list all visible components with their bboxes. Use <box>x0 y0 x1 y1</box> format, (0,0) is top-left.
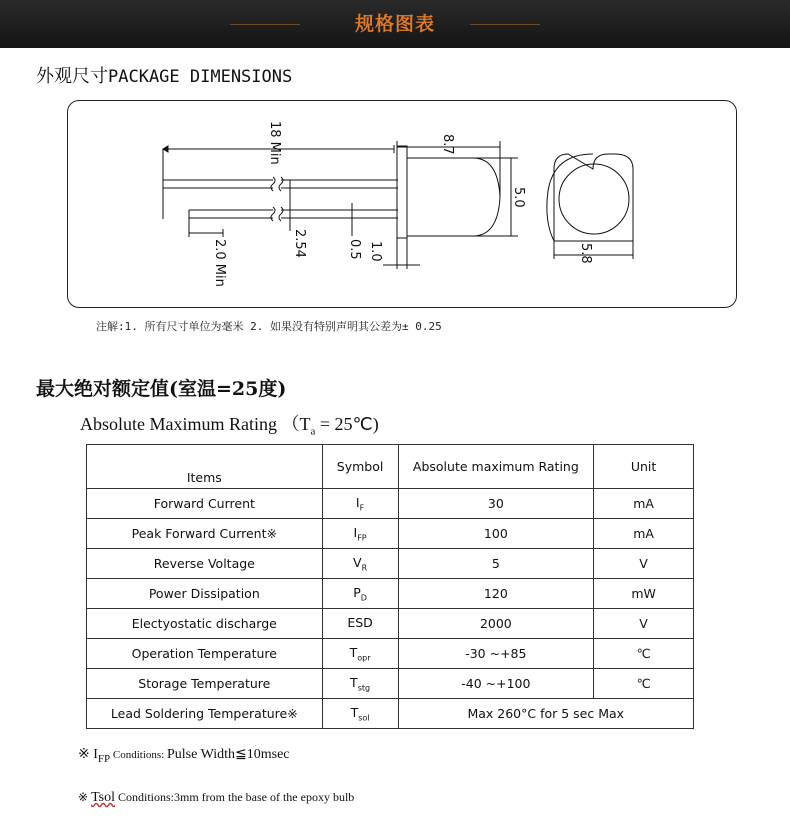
lead-bottom <box>189 210 398 218</box>
dimension-drawing-frame <box>67 100 737 308</box>
row-unit: ℃ <box>594 639 694 669</box>
header-unit: Unit <box>594 445 694 489</box>
header-rating: Absolute maximum Rating <box>398 445 594 489</box>
package-dimensions-heading <box>36 62 292 88</box>
max-rating-subtitle: Absolute Maximum Rating （$T_a$ = 25℃) <box>80 414 379 438</box>
header-items: Items <box>87 445 323 489</box>
lead-bottom-break <box>271 207 283 221</box>
lead-top-break <box>271 177 283 191</box>
row-unit: mA <box>594 489 694 519</box>
row-symbol: $P_D$ <box>322 579 398 609</box>
table-row <box>87 669 694 699</box>
row-symbol: $T_{opr}$ <box>322 639 398 669</box>
dimension-note: 注解:1. 所有尺寸单位为毫米 2. 如果没有特别声明其公差为± 0.25 <box>96 320 442 333</box>
table-row <box>87 519 694 549</box>
label-8-7: 8.7 <box>440 134 455 155</box>
row-symbol: $I_{FP}$ <box>322 519 398 549</box>
label-2-0min: 2.0 Min <box>212 239 227 287</box>
row-item: Reverse Voltage <box>87 549 323 579</box>
footnote-ifp: ※ $I_{FP}$ Conditions: Pulse Width≦10msec <box>78 747 290 765</box>
row-symbol: $T_{sol}$ <box>322 699 398 729</box>
end-view-outline <box>554 154 633 241</box>
row-value: -30 ~+85 <box>398 639 594 669</box>
dim-line-2-54 <box>286 180 294 231</box>
end-view-circle <box>559 164 629 234</box>
row-symbol: $V_R$ <box>322 549 398 579</box>
row-item: Lead Soldering Temperature※ <box>87 699 323 729</box>
row-unit: mW <box>594 579 694 609</box>
banner-title: 规格图表 <box>354 13 435 35</box>
row-symbol: ESD <box>322 609 398 639</box>
label-2-54: 2.54 <box>292 229 307 258</box>
max-rating-table <box>86 444 694 729</box>
row-value: Max 260°C for 5 sec Max <box>398 699 693 729</box>
led-body <box>407 158 500 236</box>
package-title-en: PACKAGE DIMENSIONS <box>108 67 293 87</box>
package-title-cn: 外观尺寸 <box>36 66 108 87</box>
label-1-0: 1.0 <box>368 241 383 262</box>
row-item: Peak Forward Current※ <box>87 519 323 549</box>
dim-line-1-0 <box>383 238 420 269</box>
table-row <box>87 699 694 729</box>
label-18min: 18 Min <box>267 121 282 165</box>
label-5-0: 5.0 <box>511 187 526 208</box>
row-item: Forward Current <box>87 489 323 519</box>
label-5-8: 5.8 <box>578 243 593 264</box>
row-unit: mA <box>594 519 694 549</box>
table-row <box>87 639 694 669</box>
row-value: 2000 <box>398 609 594 639</box>
dim-line-2-0min <box>189 218 223 237</box>
row-unit: ℃ <box>594 669 694 699</box>
table-row <box>87 609 694 639</box>
row-symbol: $I_F$ <box>322 489 398 519</box>
row-value: 30 <box>398 489 594 519</box>
row-value: -40 ~+100 <box>398 669 594 699</box>
footnote-tsol: ※ Tsol Conditions:3mm from the base of the epoxy bulb <box>78 790 355 805</box>
header-symbol: Symbol <box>322 445 398 489</box>
row-value: 120 <box>398 579 594 609</box>
max-rating-heading: 最大绝对额定值(室温=25度) <box>36 378 287 400</box>
row-value: 100 <box>398 519 594 549</box>
table-row <box>87 489 694 519</box>
dim-line-0-5 <box>348 203 356 236</box>
row-item: Electyostatic discharge <box>87 609 323 639</box>
row-value: 5 <box>398 549 594 579</box>
row-unit: V <box>594 609 694 639</box>
row-item: Power Dissipation <box>87 579 323 609</box>
header-banner <box>0 0 790 48</box>
row-unit: V <box>594 549 694 579</box>
led-dimension-drawing <box>68 101 738 309</box>
table-row <box>87 579 694 609</box>
table-row <box>87 549 694 579</box>
label-0-5: 0.5 <box>347 239 362 260</box>
table-header-row <box>87 445 694 489</box>
flange <box>397 146 407 238</box>
row-symbol: $T_{stg}$ <box>322 669 398 699</box>
row-item: Storage Temperature <box>87 669 323 699</box>
lead-ends <box>163 180 189 218</box>
row-item: Operation Temperature <box>87 639 323 669</box>
